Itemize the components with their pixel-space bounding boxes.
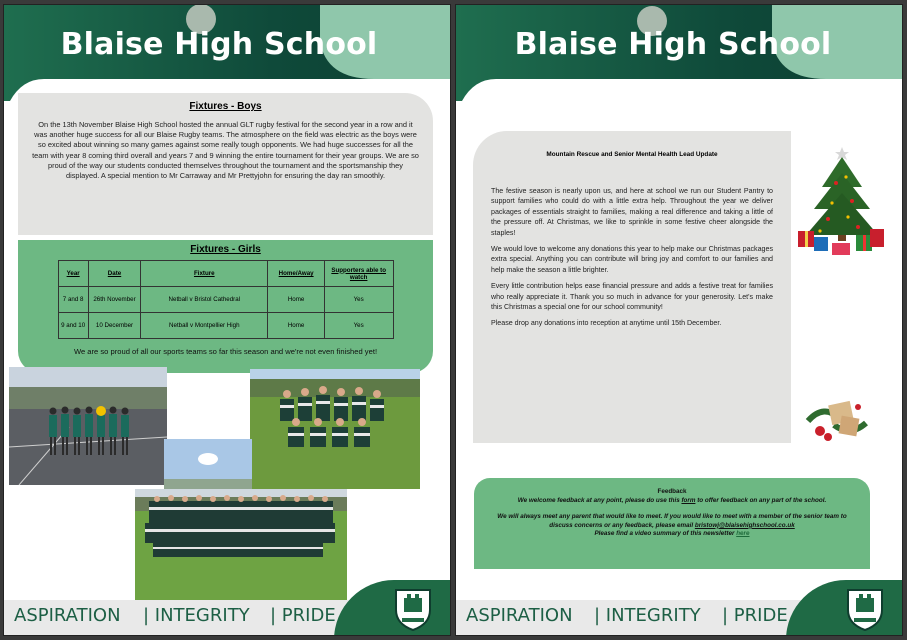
feedback-line1-tail: to offer feedback on any part of the school. xyxy=(695,496,827,504)
table-row xyxy=(58,287,393,313)
feedback-line2-text: We will always meet any parent that would like to meet. If you would like to meet with a member of the senior team to discuss concerns or any feedback, please email xyxy=(497,513,847,529)
rugby-team-celebrating-photo xyxy=(250,369,420,489)
school-crest-icon xyxy=(844,586,886,632)
table-cell: 7 and 8 xyxy=(58,287,88,313)
school-crest-icon xyxy=(392,586,434,632)
table-cell: Netball v Montpellier High xyxy=(141,313,268,339)
feedback-line-2 xyxy=(486,513,858,530)
page-header xyxy=(4,5,450,101)
fixtures-boys-panel xyxy=(18,93,433,235)
fixtures-girls-footer: We are so proud of all our sports teams so far this season and we're not even finished yet! xyxy=(73,347,378,356)
table-header: Home/Away xyxy=(268,261,325,287)
mountain-rescue-paragraph: The festive season is nearly upon us, and here at school we run our Student Pantry to support families who could do with a little extra help. Throughout the year we deliver packages of essentials straight to families, making a real difference and taking a little of the pressure off. At Christmas, we like to sprinkle in some festive cheer alongside the staples! xyxy=(491,187,773,237)
table-cell: Home xyxy=(268,287,325,313)
mountain-rescue-title: Mountain Rescue and Senior Mental Health Lead Update xyxy=(546,151,718,158)
sky-photo xyxy=(164,439,252,489)
school-title: Blaise High School xyxy=(60,27,378,62)
table-header-row xyxy=(58,261,393,287)
fixtures-boys-title: Fixtures - Boys xyxy=(189,101,262,112)
table-cell: Yes xyxy=(324,287,393,313)
mountain-rescue-paragraph: We would love to welcome any donations this year to help make our Christmas packages extra special. Anything you can contribute will bring joy and comfort to our families and help make the season a little brighter. xyxy=(491,245,773,274)
motto-aspiration: ASPIRATION xyxy=(466,605,573,626)
mountain-rescue-paragraph: Every little contribution helps ease financial pressure and adds a festive treat for families who really appreciate it. Thank you so much in advance for your generosity. Let's make this Christmas a special one for our school community! xyxy=(491,282,773,312)
table-cell: 10 December xyxy=(88,313,140,339)
christmas-tree-icon xyxy=(796,143,888,257)
fixtures-table xyxy=(58,260,394,339)
mountain-rescue-panel xyxy=(473,131,791,443)
feedback-line-3 xyxy=(486,530,858,539)
table-cell: Yes xyxy=(324,313,393,339)
video-summary-link[interactable]: here xyxy=(736,530,750,538)
feedback-line3-text: Please find a video summary of this newsletter xyxy=(594,530,737,538)
festive-ornament-icon xyxy=(804,393,870,449)
newsletter-page-left xyxy=(3,4,451,636)
fixtures-boys-text: On the 13th November Blaise High School hosted the annual GLT rugby festival for the second year in a row and it was another huge success for all our Blaise Rugby teams. The atmosphere on the field was electric as the boys were so excited about winning so many games against some really tough opponents. We had huge successes for all the team with year 8 coming third overall and years 7 and 9 winning the entire tournament for their year groups. We are so proud of the way our students conducted themselves throughout the tournament and the sportsmanship they displayed. A special mention to Mr Carraway and Mr Prettyjohn for ensuring the day ran smoothly. xyxy=(32,120,419,181)
feedback-line-1 xyxy=(486,497,858,506)
page-header xyxy=(456,5,902,101)
table-header: Year xyxy=(58,261,88,287)
mountain-rescue-paragraph: Please drop any donations into reception at anytime until 15th December. xyxy=(491,319,722,328)
feedback-email-link[interactable]: bristowj@blaisehighschool.co.uk xyxy=(694,521,795,529)
table-cell: 9 and 10 xyxy=(58,313,88,339)
rugby-squad-group-photo xyxy=(135,489,347,601)
school-title: Blaise High School xyxy=(514,27,832,62)
feedback-panel xyxy=(474,478,870,569)
motto-integrity: | INTEGRITY xyxy=(143,605,250,626)
feedback-form-link[interactable]: form xyxy=(681,496,696,504)
feedback-title: Feedback xyxy=(657,488,687,495)
table-cell: 26th November xyxy=(88,287,140,313)
motto-integrity: | INTEGRITY xyxy=(594,605,701,626)
newsletter-page-right xyxy=(455,4,903,636)
table-cell: Home xyxy=(268,313,325,339)
table-header: Fixture xyxy=(141,261,268,287)
feedback-line1-text: We welcome feedback at any point, please do use this xyxy=(517,496,682,504)
motto-pride: | PRIDE xyxy=(270,605,336,626)
netball-team-photo xyxy=(9,367,167,485)
table-header: Date xyxy=(88,261,140,287)
table-row xyxy=(58,313,393,339)
table-cell: Netball v Bristol Cathedral xyxy=(141,287,268,313)
motto-pride: | PRIDE xyxy=(722,605,788,626)
motto-aspiration: ASPIRATION xyxy=(14,605,121,626)
fixtures-girls-panel xyxy=(18,240,433,373)
table-header: Supporters able to watch xyxy=(324,261,393,287)
fixtures-girls-title: Fixtures - Girls xyxy=(190,244,261,255)
